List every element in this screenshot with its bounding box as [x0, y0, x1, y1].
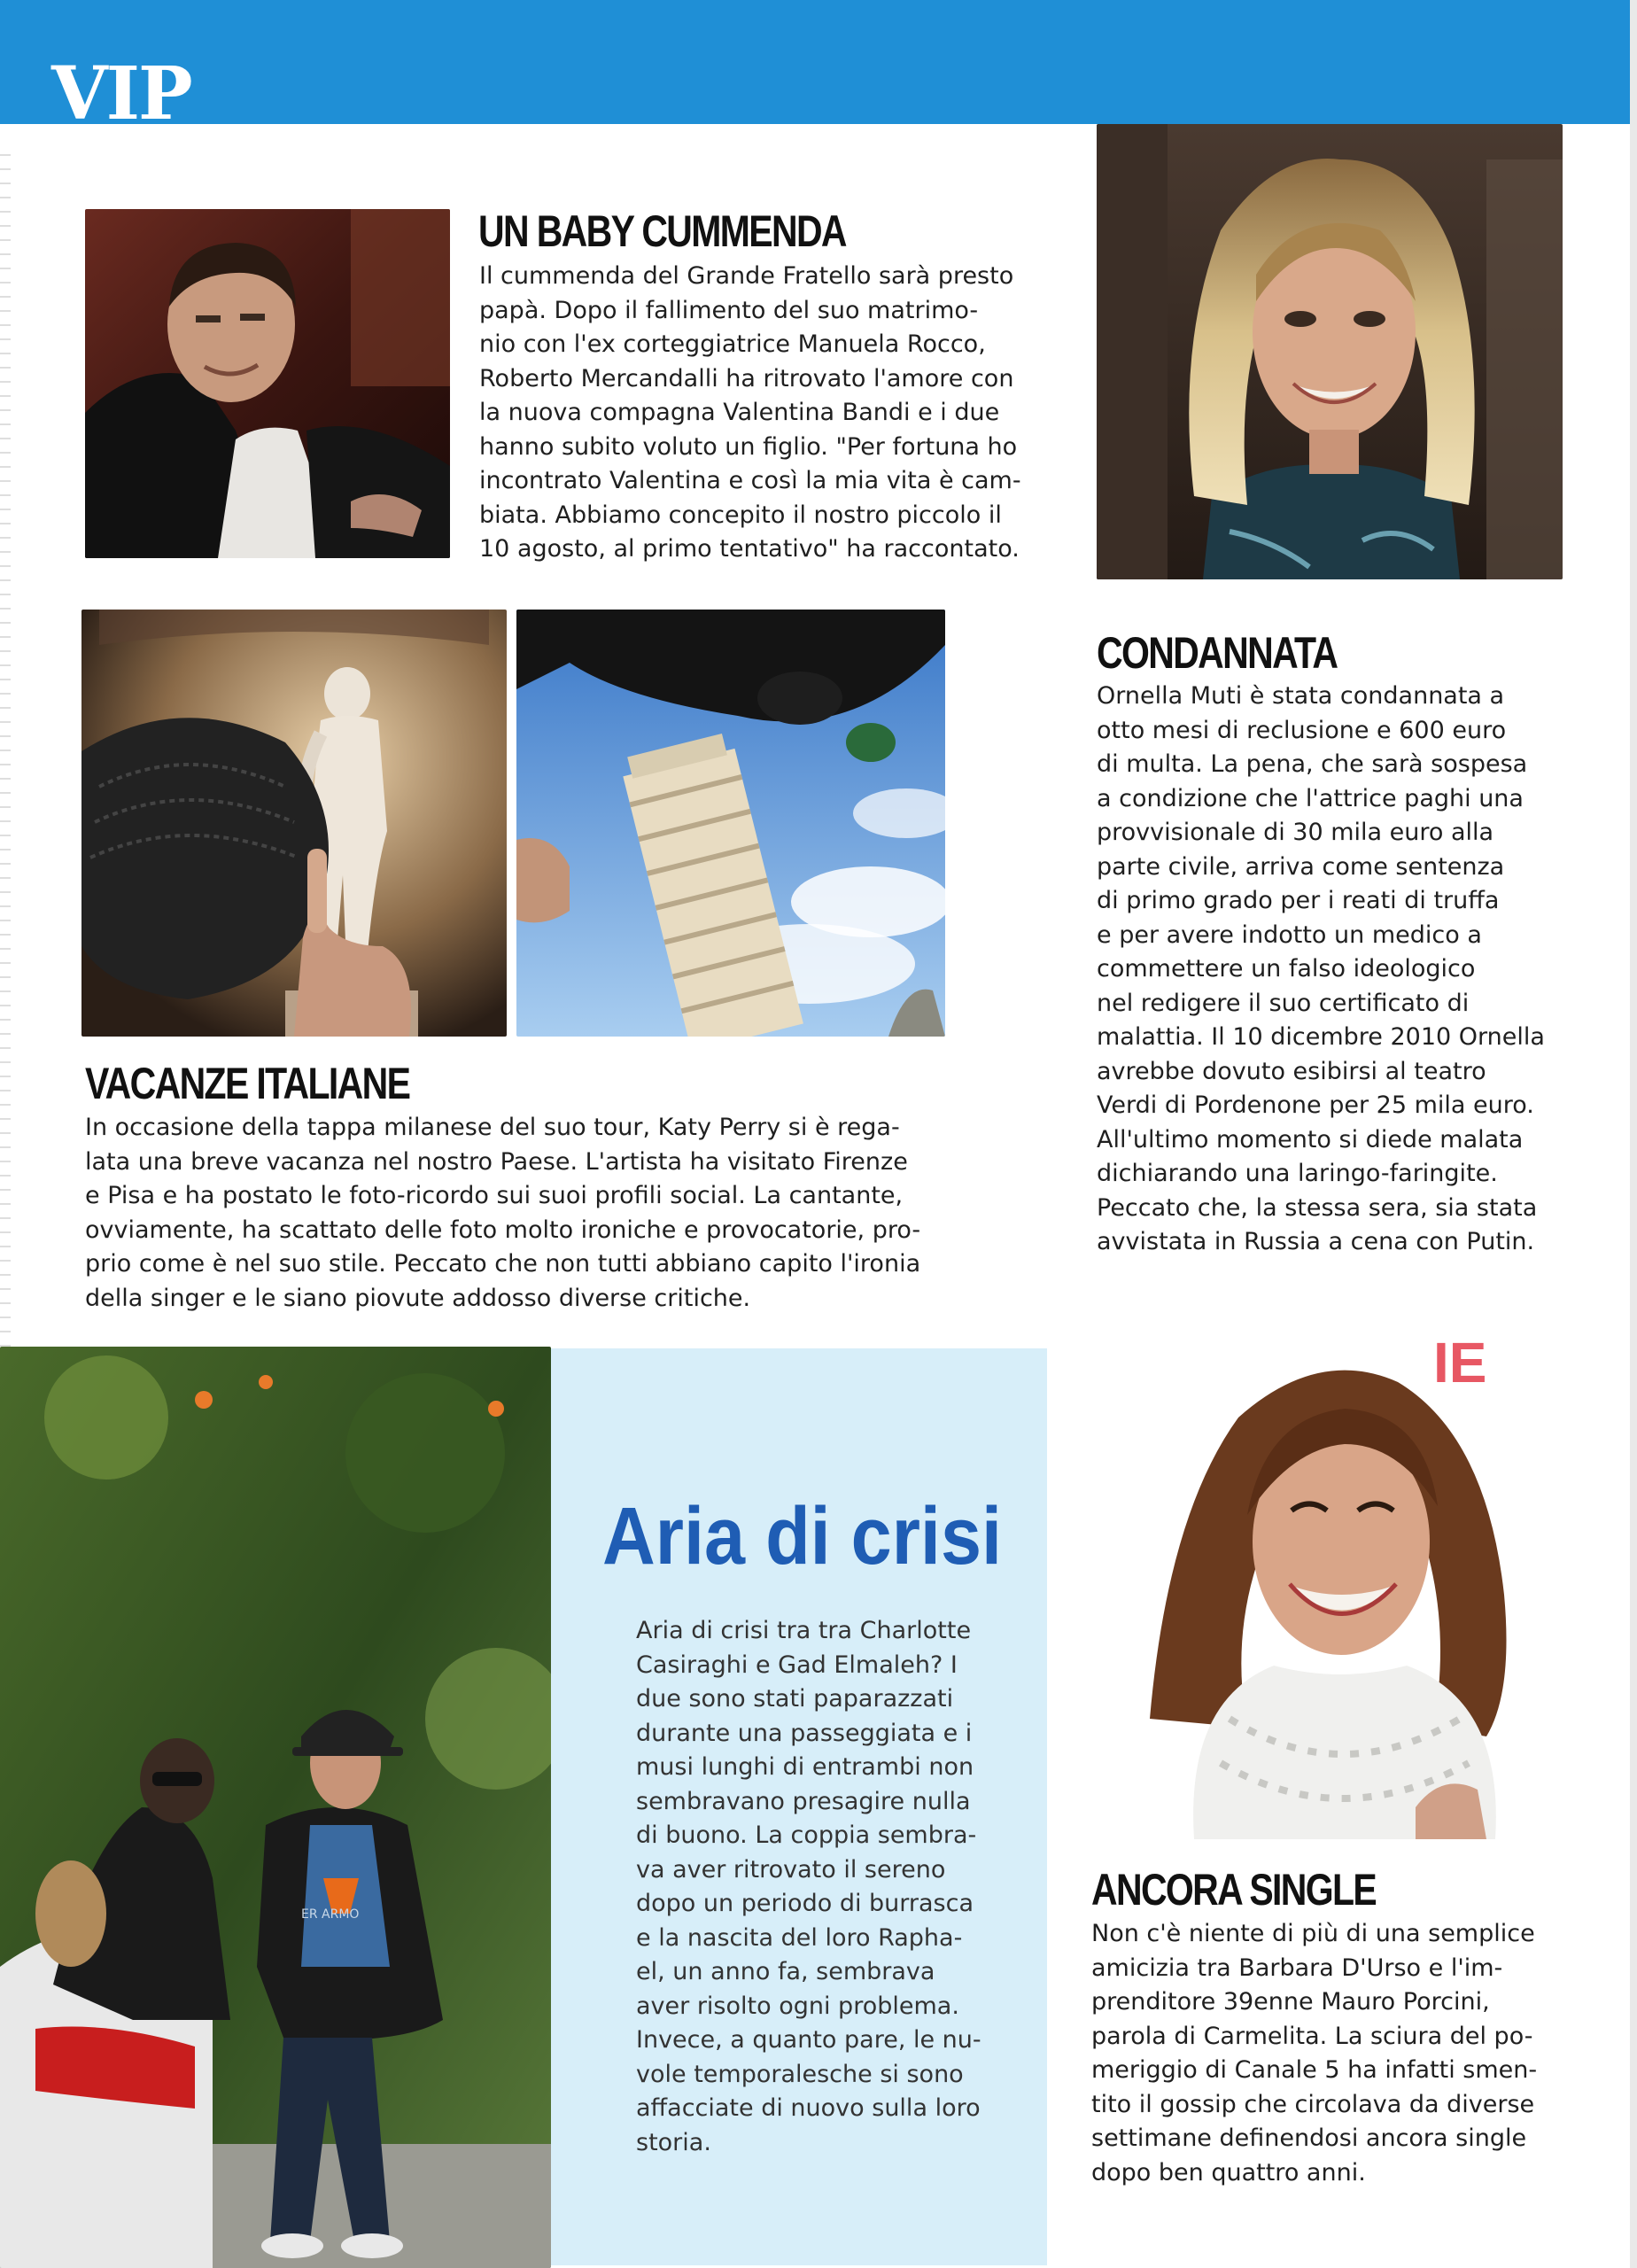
headline-condannata: CONDANNATA: [1097, 628, 1338, 678]
body-baby-cummenda: Il cummenda del Grande Fratello sarà presto papà. Dopo il fallimento del suo matrimo- nio con l'ex corteggiatrice Manuela Rocco, Roberto Mercandalli ha ritrovato l'amore con la nuova compagna Valentina Bandi e i due hanno subito voluto un figlio. "Per fortuna ho incontrato Valentina e così la mia vita è cam- biata. Abbiamo concepito il nostro piccolo il 10 agosto, al primo tentativo" ha raccontato.: [479, 262, 1021, 563]
backdrop-letters: IE: [1433, 1331, 1487, 1394]
photo-barbara-durso: [1114, 1311, 1563, 1839]
body-condannata: Ornella Muti è stata condannata a otto mesi di reclusione e 600 euro di multa. La pena, che sarà sospesa a condizione che l'attrice paghi una provvisionale di 30 mila euro alla parte civile, arriva come sentenza di primo grado per i reati di truffa e per avere indotto un medico a commettere un falso ideologico nel redigere il suo certificato di malattia. Il 10 dicembre 2010 Ornella avrebbe dovuto esibirsi al teatro Verdi di Pordenone per 25 mila euro. All'ultimo momento si diede malata dichiarando una laringo-faringite. Peccato che, la stessa sera, sia stata avvistata in Russia a cena con Putin.: [1097, 682, 1545, 1255]
header-band: [0, 0, 1637, 124]
magazine-logo: VIP: [51, 51, 191, 136]
headline-vacanze-italiane: VACANZE ITALIANE: [85, 1059, 410, 1108]
body-ancora-single: Non c'è niente di più di una semplice amicizia tra Barbara D'Urso e l'im- prenditore 39enne Mauro Porcini, parola di Carmelita. La sciura del po- meriggio di Canale 5 ha infatti smen- tito il gossip che circolava da diverse settimane definendosi ancora single dopo ben quattro anni.: [1091, 1920, 1538, 2186]
photo-ornella-muti: [1097, 124, 1563, 579]
photo-pisa-tower: [516, 610, 945, 1037]
photo-couple-walking: [0, 1347, 551, 2268]
jacket-logo-text: ER ARMO: [301, 1907, 360, 1922]
headline-aria-di-crisi: Aria di crisi: [602, 1491, 1002, 1581]
headline-ancora-single: ANCORA SINGLE: [1091, 1865, 1377, 1915]
photo-david-statue: [81, 610, 507, 1037]
body-vacanze-italiane: In occasione della tappa milanese del suo tour, Katy Perry si è rega- lata una breve vacanza nel nostro Paese. L'artista ha visitato Firenze e Pisa e ha postato le foto-ricordo sui suoi profili social. La cantante, ovviamente, ha scattato delle foto molto ironiche e provocatorie, pro- prio come è nel suo stile. Peccato che non tutti abbiano capito l'ironia della singer e le siano piovute addosso diverse critiche.: [85, 1114, 921, 1312]
headline-baby-cummenda: UN BABY CUMMENDA: [478, 206, 846, 256]
page-edge: [1630, 0, 1637, 2268]
photo-baby-cummenda: [85, 209, 450, 558]
body-aria-di-crisi: Aria di crisi tra tra Charlotte Casiraghi e Gad Elmaleh? I due sono stati paparazzati durante una passeggiata e i musi lunghi di entrambi non sembravano presagire nulla di buono. La coppia sembra- va aver ritrovato il sereno dopo un periodo di burrasca e la nascita del loro Rapha- el, un anno fa, sembrava aver risolto ogni problema. Invece, a quanto pare, le nu- vole temporalesche si sono affacciate di nuovo sulla loro storia.: [636, 1617, 981, 2156]
